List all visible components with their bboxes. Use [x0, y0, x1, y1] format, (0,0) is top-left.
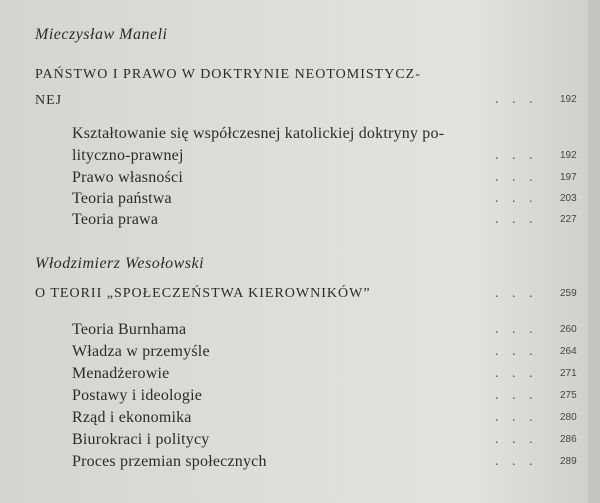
page-number: 275 — [560, 390, 577, 401]
leader-dots: . . . — [495, 148, 538, 163]
toc-entry: Menadżerowie — [72, 365, 170, 382]
toc-entry: Proces przemian społecznych — [72, 453, 267, 470]
toc-entry: Biurokraci i politycy — [72, 431, 210, 448]
leader-dots: . . . — [495, 212, 538, 227]
adjacent-page-edge — [588, 0, 600, 503]
leader-dots: . . . — [495, 432, 538, 447]
leader-dots: . . . — [495, 286, 538, 301]
page-number: 280 — [560, 412, 577, 423]
toc-entry: Teoria Burnhama — [72, 321, 187, 338]
toc-entry: Kształtowanie się współczesnej katolickiej doktryny po- — [72, 125, 445, 142]
leader-dots: . . . — [495, 170, 538, 185]
page-number: 260 — [560, 324, 577, 335]
page-number: 192 — [560, 94, 577, 105]
chapter-title: O TEORII „SPOŁECZEŃSTWA KIEROWNIKÓW” — [35, 286, 371, 301]
toc-entry: Teoria prawa — [72, 211, 159, 228]
author-name: Włodzimierz Wesołowski — [35, 255, 205, 272]
leader-dots: . . . — [495, 92, 538, 107]
toc-entry: Prawo własności — [72, 169, 183, 186]
toc-entry-cont: lityczno-prawnej — [72, 147, 184, 164]
toc-entry: Postawy i ideologie — [72, 387, 203, 404]
leader-dots: . . . — [495, 410, 538, 425]
toc-entry: Teoria państwa — [72, 190, 172, 207]
page-number: 197 — [560, 172, 577, 183]
leader-dots: . . . — [495, 388, 538, 403]
leader-dots: . . . — [495, 454, 538, 469]
chapter-title: PAŃSTWO I PRAWO W DOKTRYNIE NEOTOMISTYCZ- — [35, 67, 421, 82]
page-number: 286 — [560, 434, 577, 445]
page-number: 227 — [560, 214, 577, 225]
chapter-title-cont: NEJ — [35, 93, 63, 108]
page-number: 289 — [560, 456, 577, 467]
leader-dots: . . . — [495, 322, 538, 337]
page-number: 203 — [560, 193, 577, 204]
toc-entry: Władza w przemyśle — [72, 343, 210, 360]
toc-entry: Rząd i ekonomika — [72, 409, 192, 426]
leader-dots: . . . — [495, 344, 538, 359]
page-number: 259 — [560, 288, 577, 299]
leader-dots: . . . — [495, 366, 538, 381]
page-number: 264 — [560, 346, 577, 357]
leader-dots: . . . — [495, 191, 538, 206]
author-name: Mieczysław Maneli — [35, 26, 168, 43]
page-number: 192 — [560, 150, 577, 161]
page-number: 271 — [560, 368, 577, 379]
